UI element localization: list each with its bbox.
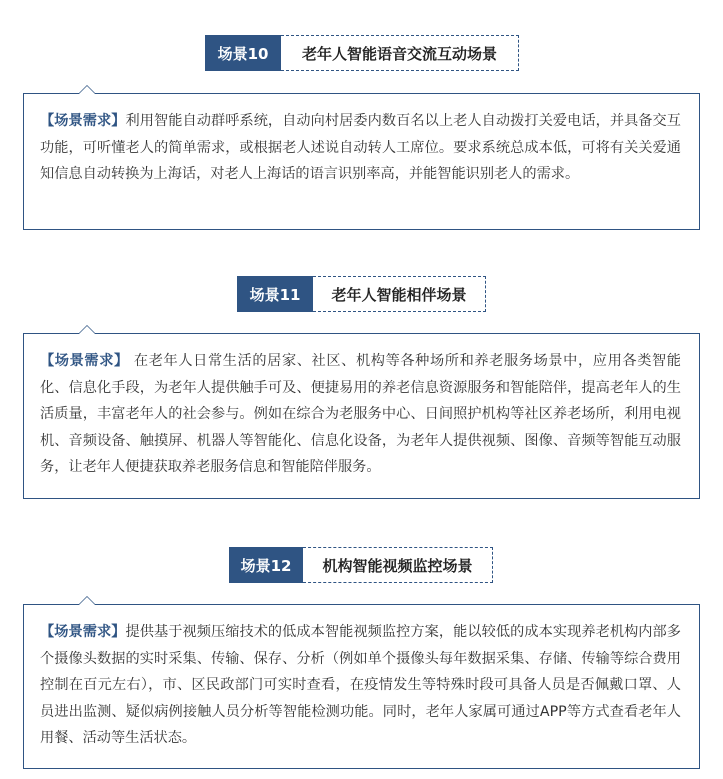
scene-12-requirement-text: 提供基于视频压缩技术的低成本智能视频监控方案，能以较低的成本实现养老机构内部多个摄像头数据的实时采集、传输、保存、分析（例如单个摄像头每年数据采集、存储、传输等综合费用控制在百元左右），市、区民政部门可实时查看，在疫情发生等特殊时段可具备人员是否佩戴口罩、人员进出监测、疑似病例接触人员分析等智能检测功能。同时，老年人家属可通过APP等方式查看老年人用餐、活动等生活状态。	[40, 624, 681, 746]
scene-10-requirement-text: 利用智能自动群呼系统，自动向村居委内数百名以上老人自动拨打关爱电话，并具备交互功能，可听懂老人的简单需求，或根据老人述说自动转人工席位。要求系统总成本低，可将有关关爱通知信息自动转换为上海话，对老人上海话的语言识别率高，并能智能识别老人的需求。	[40, 113, 681, 182]
scene-12-header	[229, 547, 493, 583]
scene-10-requirement-label: 【场景需求】	[40, 113, 126, 129]
scene-10-header	[205, 35, 519, 71]
scene-11-tag: 场景11	[237, 276, 313, 312]
pointer-notch	[78, 85, 96, 94]
scene-11-requirement-text: 在老年人日常生活的居家、社区、机构等各种场所和养老服务场景中，应用各类智能化、信息化手段，为老年人提供触手可及、便捷易用的养老信息资源服务和智能陪伴，提高老年人的生活质量，丰富老年人的社会参与。例如在综合为老服务中心、日间照护机构等社区养老场所，利用电视机、音频设备、触摸屏、机器人等智能化、信息化设备，为老年人提供视频、图像、音频等智能互动服务，让老年人便捷获取养老服务信息和智能陪伴服务。	[40, 353, 681, 475]
scene-12-tag: 场景12	[229, 547, 303, 583]
scene-12-requirement-label: 【场景需求】	[40, 624, 126, 640]
scene-11-title: 老年人智能相伴场景	[313, 276, 486, 312]
pointer-notch	[78, 596, 96, 605]
pointer-notch	[78, 325, 96, 334]
scene-10-title: 老年人智能语音交流互动场景	[281, 35, 519, 71]
scene-10-tag: 场景10	[205, 35, 281, 71]
scene-10-description	[23, 93, 700, 230]
scene-11-header	[237, 276, 486, 312]
scene-11-requirement-label: 【场景需求】	[40, 353, 129, 369]
scene-12-title: 机构智能视频监控场景	[303, 547, 493, 583]
scene-11-description	[23, 333, 700, 499]
scene-12-description	[23, 604, 700, 769]
